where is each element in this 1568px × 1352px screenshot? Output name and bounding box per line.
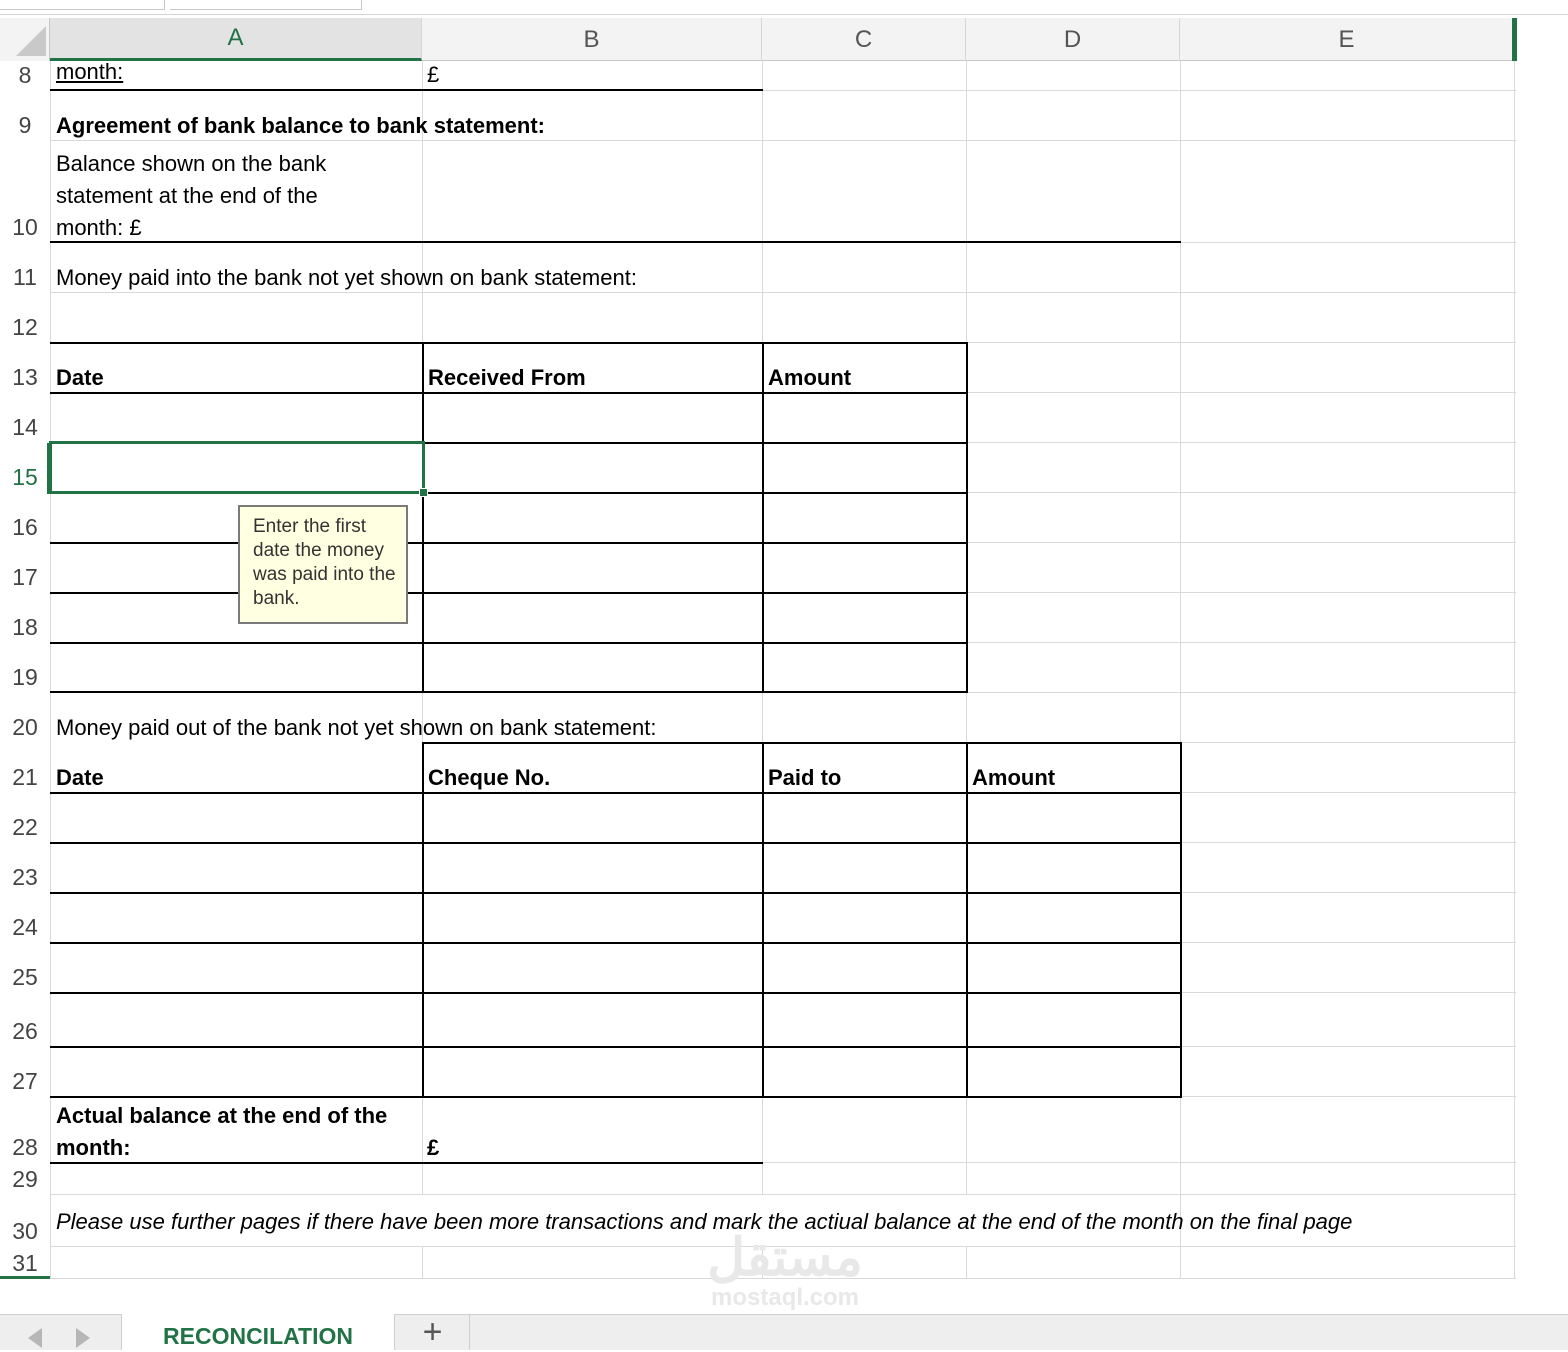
- cell-a30[interactable]: Please use further pages if there have been more transactions and mark the actiual balance at the end of the month on the final page: [56, 1209, 1353, 1234]
- watermark: [680, 1230, 890, 1320]
- cell-b28[interactable]: £: [427, 1135, 440, 1160]
- column-header-e[interactable]: E: [1180, 18, 1514, 61]
- tooltip-line: was paid into the: [253, 564, 396, 585]
- cell-a10-line1[interactable]: Balance shown on the bank: [56, 151, 327, 176]
- sheet-tab-reconcilation[interactable]: RECONCILATION: [121, 1314, 395, 1350]
- row-header-14[interactable]: 14: [12, 414, 38, 440]
- row-header-11[interactable]: 11: [13, 264, 37, 290]
- row-header-20[interactable]: 20: [12, 714, 38, 740]
- row-header-17[interactable]: 17: [12, 564, 38, 590]
- cell-b8[interactable]: £: [427, 62, 440, 87]
- row-header-29[interactable]: 29: [12, 1166, 38, 1192]
- cell-a8[interactable]: month:: [56, 59, 124, 84]
- tooltip-line: bank.: [253, 588, 300, 609]
- name-box-fragment[interactable]: [0, 0, 165, 10]
- cell-a21[interactable]: Date: [56, 765, 104, 790]
- cell-a28-line1[interactable]: Actual balance at the end of the: [56, 1103, 388, 1128]
- row-header-23[interactable]: 23: [12, 864, 38, 890]
- cell-c21[interactable]: Paid to: [768, 765, 842, 790]
- column-header-edge: [1512, 18, 1517, 61]
- column-header-c[interactable]: C: [762, 18, 966, 61]
- row-header-12[interactable]: 12: [12, 314, 38, 340]
- fill-handle[interactable]: [419, 488, 428, 497]
- divider: [0, 14, 1568, 15]
- cell-b13[interactable]: Received From: [428, 365, 586, 390]
- formula-bar-fragment[interactable]: [170, 0, 362, 10]
- row-header-13[interactable]: 13: [12, 364, 38, 390]
- cell-b21[interactable]: Cheque No.: [428, 765, 551, 790]
- cell-a13[interactable]: Date: [56, 365, 104, 390]
- row-header-8[interactable]: 8: [18, 62, 32, 88]
- active-cell-a15[interactable]: [49, 441, 425, 494]
- column-header-a[interactable]: A: [50, 18, 422, 61]
- row-header-22[interactable]: 22: [12, 814, 38, 840]
- row-header-15[interactable]: 15: [12, 464, 38, 490]
- triangle-right-icon[interactable]: [76, 1328, 90, 1348]
- row-header-30[interactable]: 30: [12, 1218, 38, 1244]
- select-all-icon: [16, 26, 46, 56]
- cell-a9[interactable]: Agreement of bank balance to bank statement:: [56, 113, 545, 138]
- row-header-9[interactable]: 9: [18, 112, 32, 138]
- tooltip-line: Enter the first: [253, 516, 366, 537]
- column-header-b[interactable]: B: [422, 18, 762, 61]
- cell-a20[interactable]: Money paid out of the bank not yet shown on bank statement:: [56, 715, 657, 740]
- row-header-21[interactable]: 21: [12, 764, 38, 790]
- row-header-19[interactable]: 19: [12, 664, 38, 690]
- row-header-18[interactable]: 18: [12, 614, 38, 640]
- row-header-25[interactable]: 25: [12, 964, 38, 990]
- row-header-28[interactable]: 28: [12, 1134, 38, 1160]
- column-header-bar: [0, 18, 1516, 61]
- row-header-edge: [0, 1276, 50, 1279]
- cell-a10-line2[interactable]: statement at the end of the: [56, 183, 318, 208]
- watermark-logo-text: مستقل: [707, 1229, 863, 1287]
- cell-a10-line3[interactable]: month: £: [56, 215, 142, 240]
- watermark-url: mostaql.com: [710, 1284, 860, 1311]
- cell-a28-line2[interactable]: month:: [56, 1135, 131, 1160]
- triangle-left-icon[interactable]: [28, 1328, 42, 1348]
- row-header-26[interactable]: 26: [12, 1018, 38, 1044]
- tooltip-line: date the money: [253, 540, 384, 561]
- column-header-d[interactable]: D: [966, 18, 1180, 61]
- cell-a11[interactable]: Money paid into the bank not yet shown on bank statement:: [56, 265, 637, 290]
- row-header-16[interactable]: 16: [12, 514, 38, 540]
- formula-bar-strip: [0, 0, 1568, 17]
- cell-d21[interactable]: Amount: [972, 765, 1056, 790]
- cell-c13[interactable]: Amount: [768, 365, 852, 390]
- row-header-31[interactable]: 31: [12, 1250, 38, 1276]
- input-message-tooltip: [238, 505, 408, 624]
- row-header-27[interactable]: 27: [12, 1068, 38, 1094]
- add-sheet-button[interactable]: +: [396, 1314, 470, 1350]
- row-header-10[interactable]: 10: [12, 214, 38, 240]
- row-header-24[interactable]: 24: [12, 914, 38, 940]
